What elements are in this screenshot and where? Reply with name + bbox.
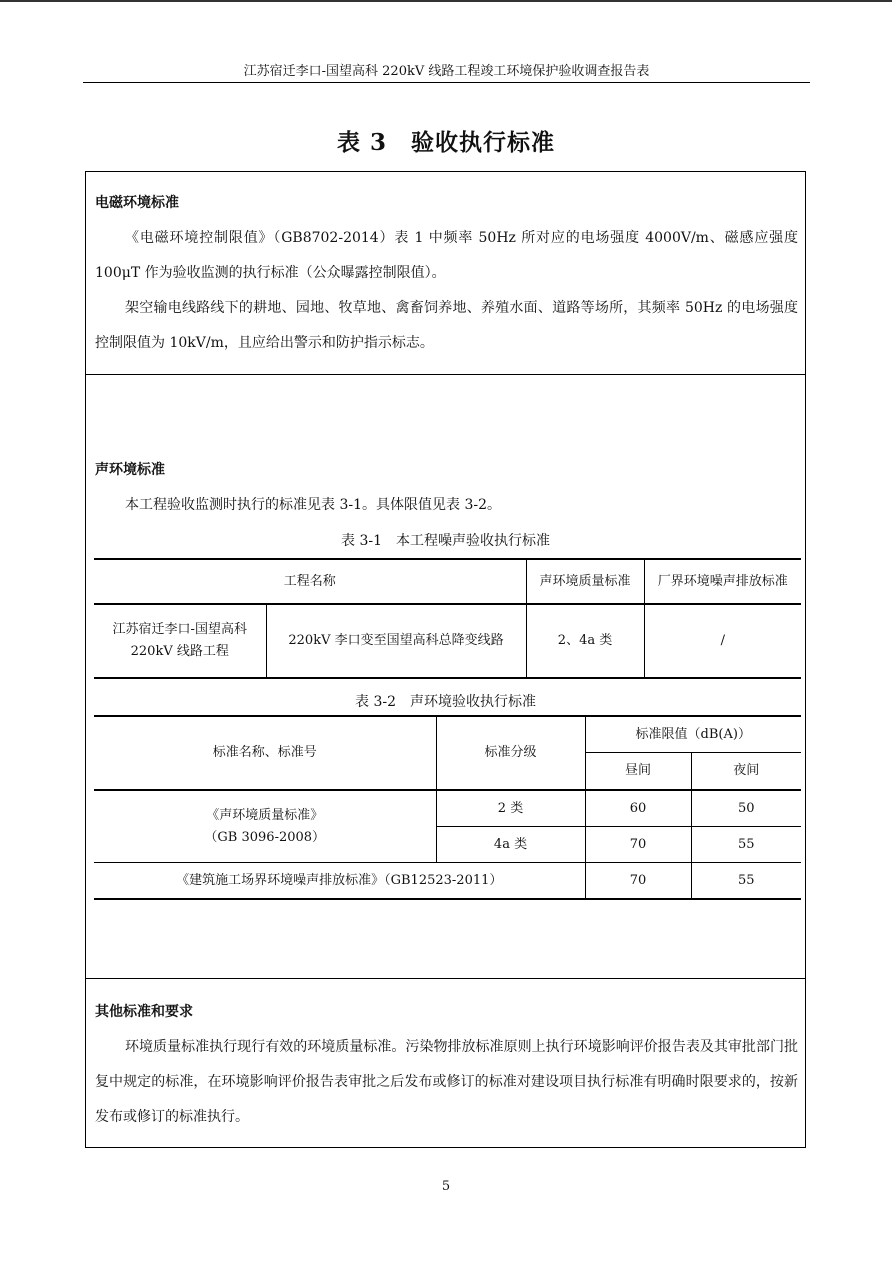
day-value-cell: 70 bbox=[585, 863, 691, 900]
night-value-cell: 55 bbox=[691, 827, 801, 863]
night-value-cell: 55 bbox=[737, 872, 755, 888]
col-header-standard-name: 标准名称、标准号 bbox=[94, 716, 436, 790]
page-number: 5 bbox=[441, 1179, 451, 1194]
table-row bbox=[94, 863, 801, 900]
em-paragraph-1: 《电磁环境控制限值》（GB8702-2014）表 1 中频率 50Hz 所对应的电场强度 4000V/m、磁感应强度 100μT 作为验收监测的执行标准（公众曝露控制限值）。 bbox=[95, 230, 798, 281]
col-header-limit: 标准限值（dB(A)） bbox=[585, 716, 801, 753]
table-3-1-caption: 表 3-1 本工程噪声验收执行标准 bbox=[341, 533, 550, 549]
noise-section-heading: 声环境标准 bbox=[95, 462, 165, 478]
project-name-line-1: 江苏宿迁李口-国望高科 bbox=[112, 622, 247, 637]
page-title: 表 3 验收执行标准 bbox=[336, 129, 555, 156]
day-value-cell: 70 bbox=[585, 827, 691, 863]
project-name-cell bbox=[94, 604, 266, 678]
col-header-project: 工程名称 bbox=[94, 559, 526, 604]
standard-name-cell bbox=[94, 790, 436, 863]
boundary-standard-cell: / bbox=[720, 633, 725, 648]
table-3-1-header-row bbox=[94, 559, 801, 604]
table-3-2-caption: 表 3-2 声环境验收执行标准 bbox=[355, 694, 536, 710]
standards-frame bbox=[85, 171, 806, 1148]
col-header-day: 昼间 bbox=[585, 753, 691, 791]
col-header-quality: 声环境质量标准 bbox=[526, 559, 644, 604]
table-row bbox=[94, 790, 801, 827]
running-header: 江苏宿迁李口-国望高科 220kV 线路工程竣工环境保护验收调查报告表 bbox=[243, 64, 650, 79]
table-row bbox=[94, 604, 801, 678]
em-section-heading: 电磁环境标准 bbox=[95, 195, 179, 211]
col-header-class: 标准分级 bbox=[436, 716, 585, 790]
quality-standard-cell: 2、4a 类 bbox=[526, 604, 644, 678]
class-cell: 2 类 bbox=[436, 790, 585, 827]
project-name-line-2: 220kV 线路工程 bbox=[130, 644, 229, 659]
top-border bbox=[0, 0, 892, 2]
standard-name-line-2: （GB 3096-2008） bbox=[204, 829, 326, 845]
table-3-1 bbox=[94, 558, 801, 679]
other-section-heading: 其他标准和要求 bbox=[95, 1004, 193, 1020]
table-3-2-header-row-1 bbox=[94, 716, 801, 753]
col-header-night: 夜间 bbox=[691, 753, 801, 791]
day-value-cell: 60 bbox=[585, 790, 691, 827]
other-paragraph: 环境质量标准执行现行有效的环境质量标准。污染物排放标准原则上执行环境影响评价报告表及其审批部门批复中规定的标准，在环境影响评价报告表审批之后发布或修订的标准对建设项目执行标准有明确时限要求的，按新发布或修订的标准执行。 bbox=[95, 1039, 798, 1125]
noise-intro: 本工程验收监测时执行的标准见表 3-1。具体限值见表 3-2。 bbox=[125, 497, 501, 513]
col-header-boundary: 厂界环境噪声排放标准 bbox=[644, 559, 801, 604]
header-rule bbox=[83, 82, 810, 83]
line-name-cell: 220kV 李口变至国望高科总降变线路 bbox=[266, 604, 526, 678]
section-divider-2 bbox=[86, 978, 805, 979]
standard-name-line-1: 《声环境质量标准》 bbox=[206, 807, 324, 823]
em-paragraph-2: 架空输电线路线下的耕地、园地、牧草地、禽畜饲养地、养殖水面、道路等场所，其频率 50Hz 的电场强度控制限值为 10kV/m，且应给出警示和防护指示标志。 bbox=[95, 300, 798, 351]
standard-name-cell: 《建筑施工场界环境噪声排放标准》（GB12523-2011） bbox=[94, 863, 585, 900]
class-cell: 4a 类 bbox=[436, 827, 585, 863]
night-value-cell: 50 bbox=[691, 790, 801, 827]
table-3-2 bbox=[94, 715, 801, 900]
section-divider-1 bbox=[86, 374, 805, 375]
